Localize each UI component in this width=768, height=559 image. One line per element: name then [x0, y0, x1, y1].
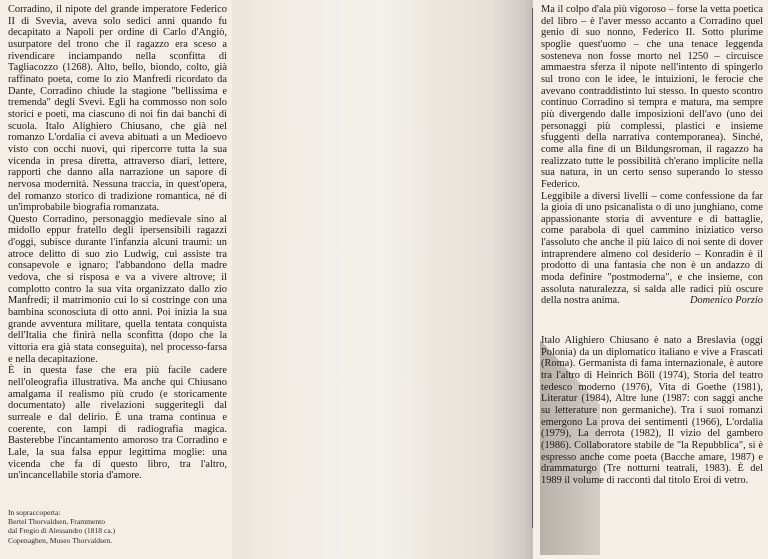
synopsis-paragraph-5: Leggibile a diversi livelli – come confessione da far la gioia di uno psicanalista o di uno junghiano, come appassionante storia di avventure e di battaglie, come parabola di quel cammino iniziatico verso l'assoluto che anche il più laico di noi sente di dover intraprendere almeno col desiderio – Konradin è il prodotto di una fantasia che non è un andazzo di moda definire "postmoderna", e che insieme, con assoluta naturalezza, si salda alle radici più oscure della nostra anima.	[541, 190, 763, 307]
synopsis-paragraph-4: Ma il colpo d'ala più vigoroso – forse la vetta poetica del libro – è l'aver messo accanto a Corradino quel genio di suo nonno, Federico II. Sotto plurime spoglie quest'uomo – che una tenace leggenda sosteneva non fosse morto nel 1250 – circuisce ammaestra sferza il nipote nell'intento di spingerlo sul trono con le idee, le intuizioni, le ferocie che avevano contraddistinto lui stesso. In questo scontro continuo Corradino si tempra e matura, ma sempre più divergendo dalle imposizioni dell'avo (uno dei personaggi più complessi, plastici e insieme sfuggenti della narrativa contemporanea). Sinché, come alla fine di un Bildungsroman, il ragazzo ha realizzato tutte le possibilità ch'erano implicite nella sua natura, in un certo senso superando lo stesso Federico.	[541, 4, 763, 190]
credit-line: Copenaghen, Museo Thorvaldsen.	[8, 535, 113, 545]
synopsis-paragraph-1: Corradino, il nipote del grande imperatore Federico II di Svevia, aveva solo sedici anni quando fu decapitato a Napoli per ordine di Carlo d'Angiò, usurpatore del trono che il ragazzo era sceso a rivendicare inciampando nella sconfitta di Tagliacozzo (1268). Alto, bello, biondo, colto, già raffinato poeta, come lo zio Manfredi ricordato da Dante, Corradino chiude la stagione "bellissima e tremenda" degli Svevi. Egli ha commosso non solo storici e poeti, ma ciascuno di noi fin dai banchi di scuola. Italo Alighiero Chiusano, che già nel romanzo L'ordalia ci aveva abituati a un Medioevo visto con occhi nuovi, qui ripercorre tutta la sua vicenda in presa diretta, attraverso diari, lettere, rapporti che danno alla narrazione un sapore di nervosa modernità. Nessuna traccia, in quest'opera, del romanzo storico di tradizione romantica, né di un'improbabile biografia romanzata.	[8, 4, 227, 214]
author-bio	[541, 335, 763, 487]
credit-line: Bertel Thorvaldsen, Frammento	[8, 517, 106, 527]
reviewer-signature: Domenico Porzio	[689, 295, 763, 306]
right-flap-text	[541, 4, 763, 307]
author-bio-text: Italo Alighiero Chiusano è nato a Breslavia (oggi Polonia) da un diplomatico italiano e vive a Frascati (Roma). Germanista di fama internazionale, è autore tra l'altro di Heinrich Böll (1974), Storia del teatro tedesco moderno (1976), Vita di Goethe (1981), Literatur (1984), Altre lune (1987: con saggi anche su letterature non germaniche). Tra i suoi romanzi emergono La prova dei sentimenti (1966), L'ordalia (1979), La derrota (1982), Il vizio del gambero (1986). Collaboratore stabile de "la Repubblica", si è espresso anche come poeta (Bacche amare, 1987) e drammaturgo (Tre notturni teatrali, 1983). È del 1989 il volume di racconti dal titolo Eroi di vetro.	[541, 335, 763, 486]
synopsis-paragraph-3: È in questa fase che era più facile cadere nell'oleografia illustrativa. Ma anche qui Chiusano amalgama il realismo più crudo (e storicamente documentato) alle rivelazioni suggeritegli dal surreale e dal delirio. È una trama continua e coerente, con lampi di radiografia magica. Basterebbe l'incantamento amoroso tra Corradino e Lale, la sua falsa eppur legittima moglie: una vicenda che fa di questo libro, tra l'altro, un'incancellabile storia d'amore.	[8, 365, 227, 482]
book-spine	[232, 0, 533, 559]
synopsis-paragraph-2: Questo Corradino, personaggio medievale sino al midollo eppur fratello degli ipersensibili ragazzi d'oggi, subisce durante l'infanzia alcuni traumi: un atroce delitto di suo zio Ludwig, cui assiste tra consapevole e ignaro; l'abbandono della madre vedova, che si risposa e va a vivere altrove; il complotto contro la sua vita organizzato dallo zio Manfredi; il matrimonio cui lo si costringe con una bambina sconosciuta di otto anni. Poi inizia la sua grande avventura militare, quella tentata conquista dell'Italia che finirà nella sconfitta (dopo che la vittoria era già stata conseguita), nel processo-farsa e nella decapitazione.	[8, 213, 227, 365]
credit-line: In sopraccoperta:	[8, 508, 61, 517]
left-flap-text	[8, 4, 227, 482]
cover-credit	[8, 508, 228, 545]
credit-line: dal Fregio di Alessandro (1818 ca.)	[8, 526, 116, 536]
